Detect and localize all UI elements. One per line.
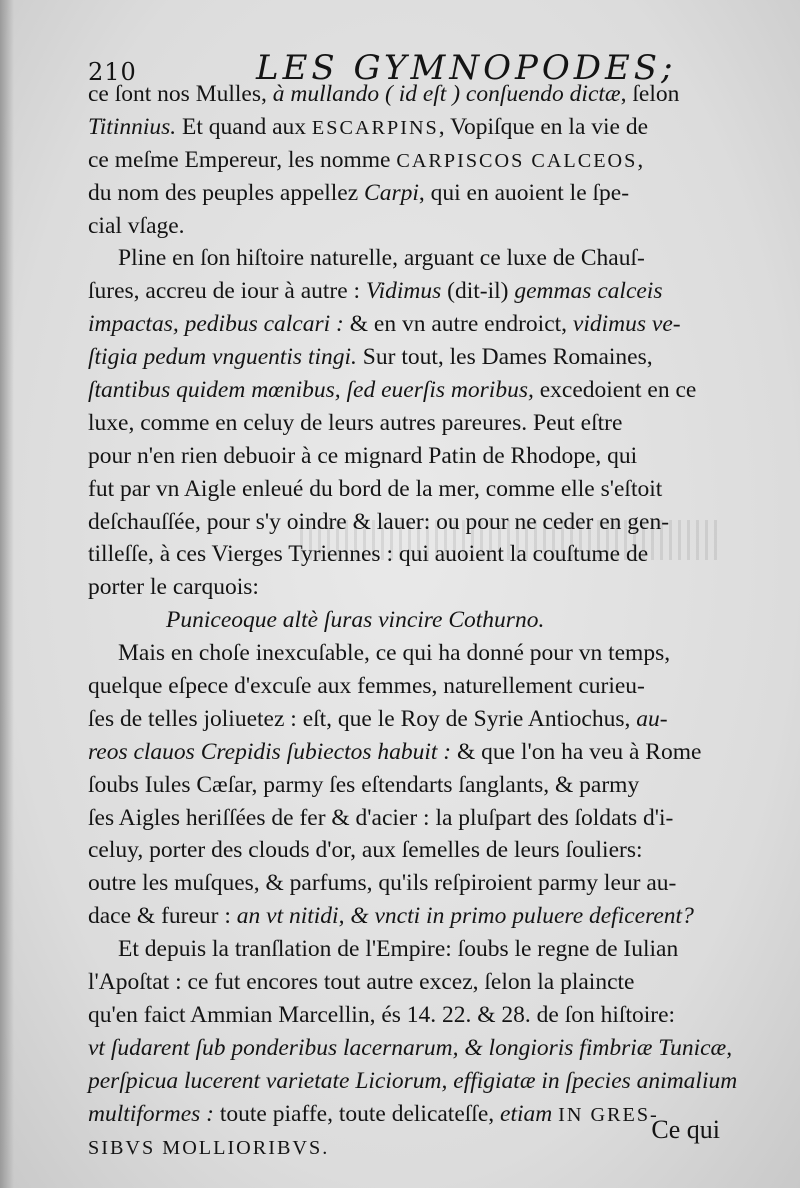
text-line (88, 440, 718, 473)
text-line (88, 506, 718, 539)
italic-run: Puniceoque altè ſuras vincire Cothurno. (166, 607, 545, 634)
small-caps-run: IN GRES- (558, 1103, 659, 1126)
text-run: qu'en faict Ammian Marcellin, és 14. 22. & 28. de ſon hiſtoire: (88, 1001, 676, 1028)
text-line (88, 604, 718, 637)
italic-run: ſtigia pedum vnguentis tingi. (88, 344, 357, 371)
text-line (88, 473, 718, 506)
text-line (88, 111, 718, 144)
text-run: (dit-il) (441, 278, 515, 305)
page-number: 210 (88, 58, 137, 86)
text-line (88, 834, 718, 867)
text-line (88, 571, 718, 604)
text-line (88, 966, 718, 999)
text-run: deſchauſſée, pour s'y oindre & lauer: ou pour ne ceder en gen- (88, 508, 670, 535)
text-run: , qui en auoient le ſpe- (418, 179, 630, 206)
small-caps-run: SIBVS MOLLIORIBVS. (88, 1136, 330, 1159)
italic-run: au- (636, 705, 668, 732)
text-line (88, 538, 718, 571)
text-run: luxe, comme en celuy de leurs autres pareures. Peut eſtre (88, 409, 623, 436)
text-line (88, 374, 718, 407)
italic-run: impactas, pedibus calcari : (88, 311, 344, 338)
text-line (88, 769, 718, 802)
text-line (88, 1032, 733, 1065)
text-run: , Vopiſque en la vie de (438, 113, 649, 140)
text-run: & que l'on ha veu à Rome (451, 738, 702, 765)
italic-run: gemmas calceis (514, 278, 663, 305)
text-line (88, 1131, 718, 1164)
text-line (88, 275, 718, 308)
small-caps-run: CARPISCOS CALCEOS (396, 149, 638, 172)
italic-run: Carpi (364, 179, 419, 206)
text-line (88, 341, 718, 374)
italic-run: Vidimus (365, 278, 442, 305)
text-line (88, 637, 718, 670)
italic-run: à mullando ( id eſt ) conſuendo dictæ (272, 81, 621, 107)
text-run: excedoient en ce (533, 377, 697, 404)
text-line (88, 1065, 738, 1098)
text-run: ſes de telles joliuetez : eſt, que le Roy de Syrie Antiochus, (88, 705, 637, 732)
text-run: fut par vn Aigle enleué du bord de la mer, comme elle s'eſtoit (88, 475, 663, 502)
text-run: Mais en choſe inexcuſable, ce qui ha donné pour vn temps, (118, 640, 671, 667)
text-line (88, 999, 718, 1032)
text-run: pour n'en rien debuoir à ce mignard Patin de Rhodope, qui (88, 442, 638, 469)
text-line (88, 308, 718, 341)
text-run: ce meſme Empereur, les nomme (88, 146, 397, 173)
italic-run: vt ſudarent ſub ponderibus lacernarum, & longioris fimbriæ Tunicæ, (88, 1034, 733, 1061)
italic-run: etiam (500, 1100, 553, 1127)
text-run: , ſelon (620, 81, 680, 107)
text-run: Sur tout, les Dames Romaines, (356, 344, 653, 371)
text-line (88, 407, 718, 440)
text-run: du nom des peuples appellez (88, 179, 365, 206)
italic-run: reos clauos Crepidis ſubiectos habuit : (88, 738, 452, 765)
small-caps-run: ESCARPINS (311, 116, 439, 139)
text-run: outre les muſques, & parfums, qu'ils reſpiroient parmy leur au- (88, 870, 677, 897)
text-line (88, 670, 718, 703)
text-run: dace & fureur : (88, 903, 237, 930)
text-line (88, 144, 718, 177)
text-run: ſes Aigles heriſſées de fer & d'acier : la pluſpart des ſoldats d'i- (88, 804, 674, 831)
text-run: tilleſſe, à ces Vierges Tyriennes : qui auoient la couſtume de (88, 541, 649, 568)
text-run: toute piaffe, toute delicateſſe, (213, 1100, 501, 1127)
text-line (88, 177, 718, 210)
text-line (88, 78, 718, 111)
text-line (88, 900, 718, 933)
text-run: Et quand aux (176, 113, 312, 140)
text-run: l'Apoſtat : ce fut encores tout autre excez, ſelon la plaincte (88, 969, 635, 996)
italic-run: vidimus ve- (572, 311, 681, 338)
body-text (88, 78, 738, 1163)
italic-run: multiformes : (88, 1100, 214, 1127)
catchword: Ce qui (651, 1115, 720, 1144)
text-run: celuy, porter des clouds d'or, aux ſemelles de leurs ſouliers: (88, 837, 643, 864)
text-line (88, 210, 718, 243)
text-run: ſoubs Iules Cæſar, parmy ſes eſtendarts ſanglants, & parmy (88, 771, 640, 798)
text-run: cial vſage. (88, 212, 185, 239)
text-run: quelque eſpece d'excuſe aux femmes, naturellement curieu- (88, 673, 645, 700)
italic-run: perſpicua lucerent varietate Liciorum, effigiatæ in ſpecies animalium (88, 1067, 738, 1094)
italic-run: Titinnius. (88, 113, 177, 140)
text-line (88, 736, 718, 769)
text-run: ſures, accreu de iour à autre : (88, 278, 366, 305)
text-run: ce ſont nos Mulles, (88, 81, 273, 107)
text-run: Pline en ſon hiſtoire naturelle, arguant ce luxe de Chauſ- (118, 245, 645, 272)
italic-run: an vt nitidi, & vncti in primo puluere deficerent? (236, 903, 694, 930)
running-head: LES GYMNOPODES; (256, 48, 677, 88)
text-run: Et depuis la tranſlation de l'Empire: ſoubs le regne de Iulian (118, 936, 679, 963)
italic-run: ſtantibus quidem mœnibus, ſed euerſis moribus, (88, 377, 534, 404)
text-line (88, 703, 718, 736)
text-line (88, 933, 718, 966)
text-run: & en vn autre endroict, (343, 311, 573, 338)
text-line (88, 867, 718, 900)
page-edge-shadow (0, 0, 14, 1188)
text-line (88, 802, 718, 835)
text-line (88, 242, 718, 275)
text-run: porter le carquois: (88, 574, 259, 601)
text-run: , (637, 146, 644, 173)
text-line (88, 1098, 718, 1131)
